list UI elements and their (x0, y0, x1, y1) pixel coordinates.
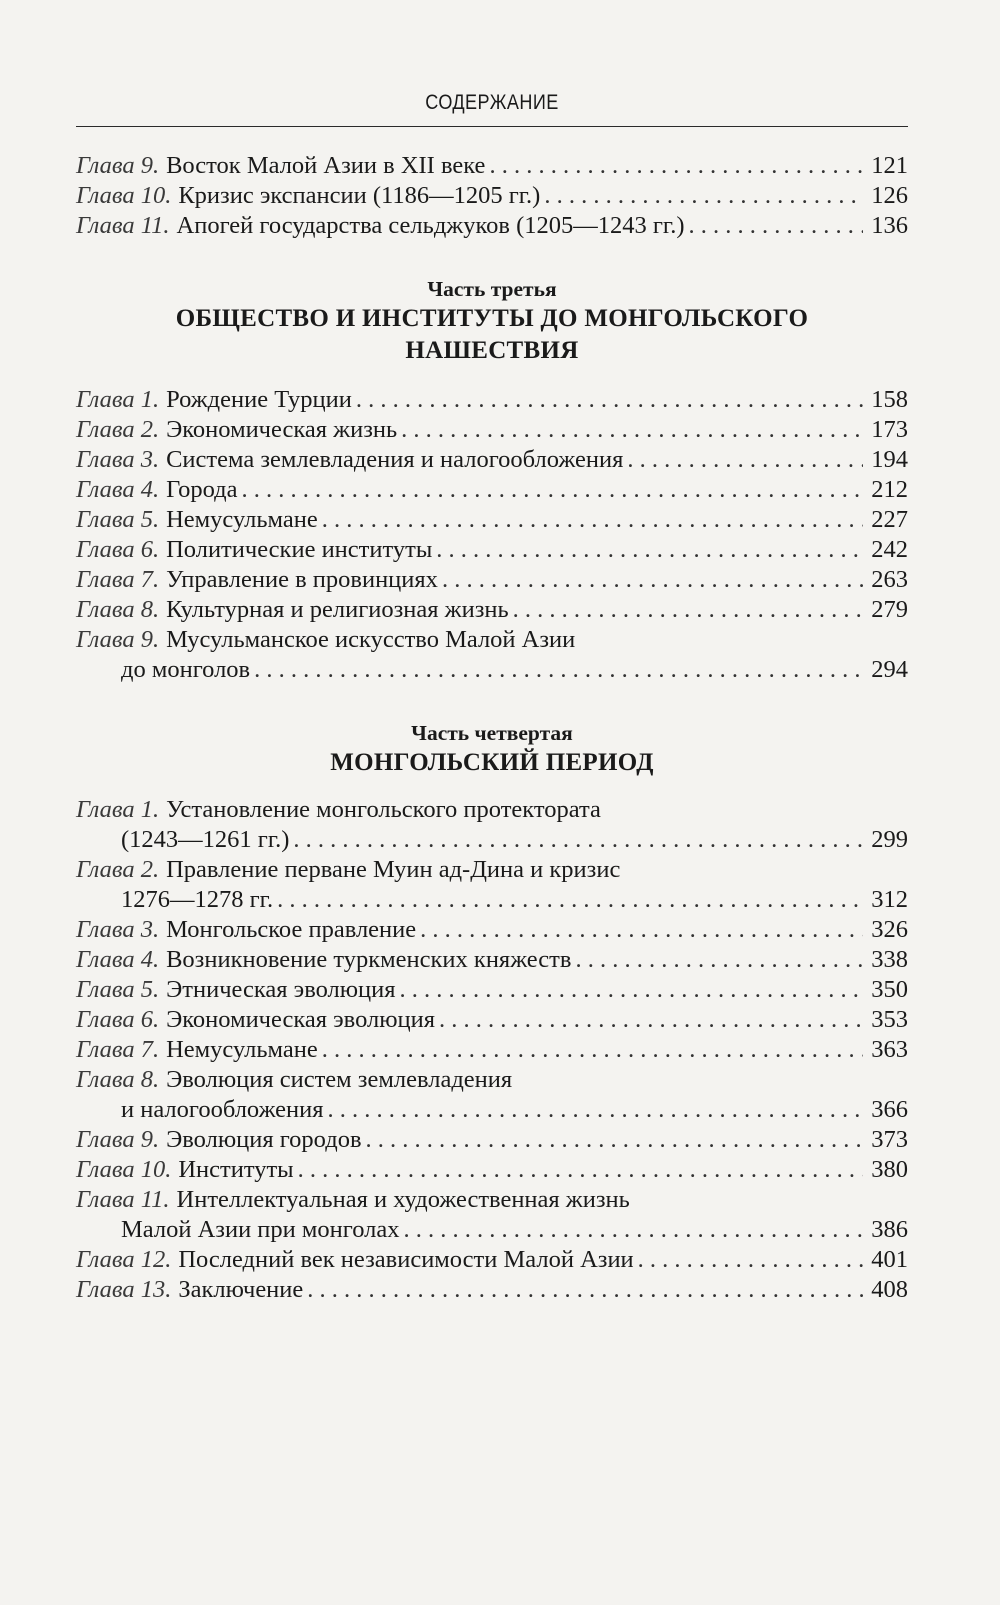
running-head: СОДЕРЖАНИЕ (425, 91, 559, 114)
part-heading: Часть четвертая (411, 721, 573, 745)
part-four-header (76, 719, 908, 779)
toc-entry[interactable] (76, 1275, 908, 1305)
chapter-title: Политические институты (166, 536, 433, 563)
chapter-title-line2: Малой Азии при монголах (121, 1216, 400, 1243)
chapter-title-line1: Интеллектуальная и художественная жизнь (176, 1186, 630, 1213)
page-number: 386 (871, 1216, 908, 1243)
toc-entry[interactable] (76, 915, 908, 945)
chapter-label: Глава 9. (76, 626, 160, 653)
chapter-title-line2: 1276—1278 гг. (121, 886, 274, 913)
chapter-label: Глава 4. (76, 946, 160, 973)
leader-dots (420, 915, 863, 945)
page-number: 173 (871, 416, 908, 443)
chapter-title-line2: (1243—1261 гг.) (121, 826, 290, 853)
chapter-label: Глава 7. (76, 1036, 160, 1063)
leader-dots (328, 1095, 864, 1125)
chapter-title: Рождение Турции (166, 386, 352, 413)
chapter-title-line1: Правление перване Муин ад-Дина и кризис (166, 856, 621, 883)
chapter-title: Заключение (178, 1276, 304, 1303)
page-number: 326 (871, 916, 908, 943)
page-number: 353 (871, 1006, 908, 1033)
chapter-title: Экономическая жизнь (166, 416, 398, 443)
toc-entry[interactable] (76, 945, 908, 975)
leader-dots (307, 1275, 863, 1305)
chapter-label: Глава 11. (76, 1186, 170, 1213)
toc-entry[interactable] (76, 535, 908, 565)
toc-entry[interactable] (76, 1035, 908, 1065)
chapter-label: Глава 6. (76, 1006, 160, 1033)
chapter-title: Последний век независимости Малой Азии (178, 1246, 634, 1273)
page-number: 401 (871, 1246, 908, 1273)
page-number: 227 (871, 506, 908, 533)
leader-dots (544, 181, 863, 211)
toc-entry[interactable] (76, 975, 908, 1005)
leader-dots (356, 385, 863, 415)
page-number: 380 (871, 1156, 908, 1183)
chapter-title: Этническая эволюция (166, 976, 396, 1003)
chapter-label: Глава 10. (76, 1156, 172, 1183)
leader-dots (293, 825, 863, 855)
leader-dots (400, 975, 864, 1005)
chapter-label: Глава 11. (76, 212, 170, 239)
page-number: 121 (871, 152, 908, 179)
chapter-title: Кризис экспансии (1186—1205 гг.) (178, 182, 541, 209)
table-of-contents (76, 151, 908, 1305)
toc-entry[interactable] (76, 1245, 908, 1275)
header-rule (76, 126, 908, 127)
toc-entry-multiline[interactable] (76, 1065, 908, 1125)
toc-entry-multiline[interactable] (76, 1185, 908, 1245)
chapter-title: Восток Малой Азии в XII веке (166, 152, 486, 179)
page-number: 279 (871, 596, 908, 623)
page-number: 373 (871, 1126, 908, 1153)
chapter-label: Глава 2. (76, 856, 160, 883)
chapter-title: Экономическая эволюция (166, 1006, 436, 1033)
part-two-tail (76, 151, 908, 241)
leader-dots (688, 211, 863, 241)
leader-dots (322, 1035, 864, 1065)
leader-dots (254, 655, 863, 685)
chapter-title: Города (166, 476, 238, 503)
chapter-title: Возникновение туркменских княжеств (166, 946, 572, 973)
chapter-label: Глава 8. (76, 596, 160, 623)
toc-entry[interactable] (76, 181, 908, 211)
leader-dots (277, 885, 863, 915)
leader-dots (322, 505, 864, 535)
chapter-label: Глава 9. (76, 1126, 160, 1153)
chapter-title: Система землевладения и налогообложения (166, 446, 624, 473)
chapter-label: Глава 5. (76, 506, 160, 533)
chapter-label: Глава 9. (76, 152, 160, 179)
chapter-label: Глава 3. (76, 916, 160, 943)
toc-entry[interactable] (76, 595, 908, 625)
part-three-header (76, 275, 908, 367)
leader-dots (638, 1245, 864, 1275)
leader-dots (489, 151, 863, 181)
toc-entry-multiline[interactable] (76, 855, 908, 915)
chapter-title: Апогей государства сельджуков (1205—1243 гг.) (176, 212, 685, 239)
chapter-title-line2: до монголов (121, 656, 251, 683)
page-number: 338 (871, 946, 908, 973)
chapter-label: Глава 2. (76, 416, 160, 443)
chapter-title: Немусульмане (166, 1036, 318, 1063)
part-heading: Часть третья (427, 277, 557, 301)
part-three-chapters (76, 385, 908, 685)
leader-dots (436, 535, 863, 565)
chapter-label: Глава 10. (76, 182, 172, 209)
chapter-label: Глава 1. (76, 386, 160, 413)
part-four-chapters (76, 795, 908, 1305)
page-number: 136 (871, 212, 908, 239)
chapter-label: Глава 13. (76, 1276, 172, 1303)
toc-entry[interactable] (76, 211, 908, 241)
toc-entry[interactable] (76, 385, 908, 415)
leader-dots (439, 1005, 863, 1035)
toc-entry[interactable] (76, 505, 908, 535)
toc-entry-multiline[interactable] (76, 795, 908, 855)
chapter-title: Институты (178, 1156, 294, 1183)
chapter-label: Глава 5. (76, 976, 160, 1003)
chapter-title-line2: и налогообложения (121, 1096, 324, 1123)
chapter-label: Глава 3. (76, 446, 160, 473)
toc-entry[interactable] (76, 1005, 908, 1035)
page-number: 299 (871, 826, 908, 853)
leader-dots (513, 595, 864, 625)
page-number: 263 (871, 566, 908, 593)
page-number: 242 (871, 536, 908, 563)
chapter-title: Монгольское правление (166, 916, 417, 943)
leader-dots (242, 475, 864, 505)
part-title: МОНГОЛЬСКИЙ ПЕРИОД (330, 749, 654, 776)
chapter-title-line1: Мусульманское искусство Малой Азии (166, 626, 576, 653)
chapter-label: Глава 7. (76, 566, 160, 593)
leader-dots (401, 415, 863, 445)
toc-page (76, 88, 908, 1305)
toc-entry[interactable] (76, 415, 908, 445)
chapter-title: Эволюция городов (166, 1126, 362, 1153)
page-number: 194 (871, 446, 908, 473)
page-number: 366 (871, 1096, 908, 1123)
chapter-label: Глава 12. (76, 1246, 172, 1273)
toc-entry-multiline[interactable] (76, 625, 908, 685)
toc-entry[interactable] (76, 445, 908, 475)
toc-entry[interactable] (76, 1125, 908, 1155)
chapter-title: Немусульмане (166, 506, 318, 533)
leader-dots (298, 1155, 864, 1185)
chapter-label: Глава 4. (76, 476, 160, 503)
page-number: 126 (871, 182, 908, 209)
leader-dots (627, 445, 863, 475)
page-number: 408 (871, 1276, 908, 1303)
part-title-line2: НАШЕСТВИЯ (405, 337, 579, 364)
page-number: 363 (871, 1036, 908, 1063)
page-number: 158 (871, 386, 908, 413)
page-number: 312 (871, 886, 908, 913)
toc-entry[interactable] (76, 565, 908, 595)
leader-dots (366, 1125, 864, 1155)
chapter-title: Культурная и религиозная жизнь (166, 596, 509, 623)
chapter-title-line1: Эволюция систем землевладения (166, 1066, 513, 1093)
leader-dots (575, 945, 863, 975)
chapter-title-line1: Установление монгольского протектората (166, 796, 601, 823)
chapter-label: Глава 1. (76, 796, 160, 823)
chapter-label: Глава 6. (76, 536, 160, 563)
toc-entry[interactable] (76, 475, 908, 505)
chapter-title: Управление в провинциях (166, 566, 438, 593)
toc-entry[interactable] (76, 151, 908, 181)
leader-dots (442, 565, 863, 595)
page-number: 212 (871, 476, 908, 503)
part-title-line1: ОБЩЕСТВО И ИНСТИТУТЫ ДО МОНГОЛЬСКОГО (175, 305, 809, 332)
chapter-label: Глава 8. (76, 1066, 160, 1093)
toc-entry[interactable] (76, 1155, 908, 1185)
page-number: 350 (871, 976, 908, 1003)
leader-dots (403, 1215, 863, 1245)
page-number: 294 (871, 656, 908, 683)
